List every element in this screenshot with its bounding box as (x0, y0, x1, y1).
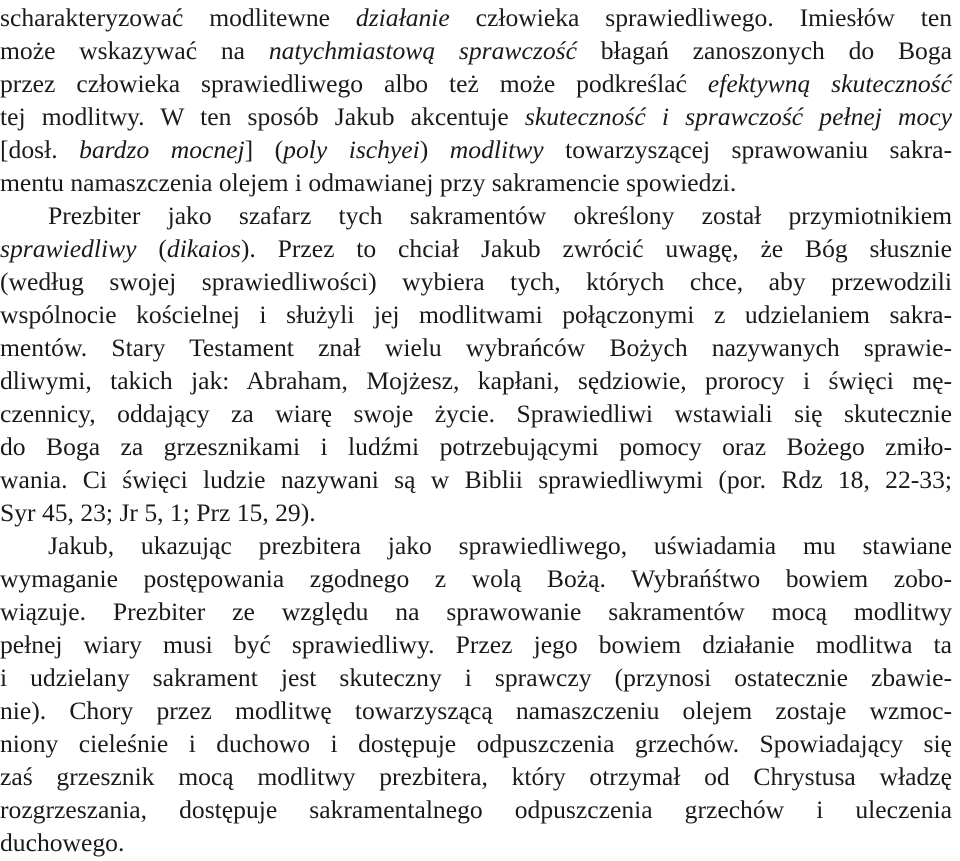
text-line (48, 531, 952, 561)
text-run: pełnej wiary musi być sprawiedliwy. Przez jego bowiem działanie modlitwa ta (0, 630, 952, 659)
text-line (0, 696, 952, 726)
text-line (0, 564, 952, 594)
text-run: dliwymi, takich jak: Abraham, Mojżesz, kapłani, sędziowie, prorocy i święci mę- (0, 366, 952, 395)
text-run: wspólnocie kościelnej i służyli jej modlitwami połączonymi z udzielaniem sakra- (0, 300, 952, 329)
text-line (0, 432, 952, 462)
text-line (0, 399, 952, 429)
text-line (0, 102, 952, 132)
text-run: [dosł. (0, 135, 80, 164)
text-run: towarzyszącej sprawowaniu sakra- (543, 135, 953, 164)
text-run-italic: natychmiastową sprawczość (268, 36, 577, 65)
text-run-italic: bardzo mocnej (79, 135, 245, 164)
text-run: scharakteryzować modlitewne (0, 3, 356, 32)
text-line (0, 366, 952, 396)
text-run: duchowego. (0, 828, 125, 857)
text-line (0, 168, 952, 198)
text-line (0, 597, 952, 627)
text-run: Jakub, ukazując prezbitera jako sprawiedliwego, uświadamia mu stawiane (48, 531, 952, 560)
text-line (0, 630, 952, 660)
text-line (0, 300, 952, 330)
text-run: ) (419, 135, 450, 164)
text-run: przez człowieka sprawiedliwego albo też może podkreślać (0, 69, 708, 98)
text-run: czennicy, oddający za wiarę swoje życie. Sprawiedliwi wstawiali się skutecznie (0, 399, 952, 428)
text-run: wymaganie postępowania zgodnego z wolą Bożą. Wybrańśtwo bowiem zobo- (0, 564, 952, 593)
text-run-italic: efektywną skuteczność (707, 69, 953, 98)
text-run: ). Przez to chciał Jakub zwrócić uwagę, że Bóg słusznie (240, 234, 952, 263)
text-line (0, 135, 952, 165)
text-run: (według swojej sprawiedliwości) wybiera tych, których chce, aby przewodzili (0, 267, 952, 296)
text-line (0, 234, 952, 264)
text-run: błagań zanoszonych do Boga (576, 36, 952, 65)
text-run-italic: skuteczność i sprawczość pełnej mocy (524, 102, 952, 131)
text-run: nie). Chory przez modlitwę towarzyszącą namaszczeniu olejem zostaje wzmoc- (0, 696, 952, 725)
text-run: człowieka sprawiedliwego. Imiesłów ten (449, 3, 953, 32)
text-run: wiązuje. Prezbiter ze względu na sprawowanie sakramentów mocą modlitwy (0, 597, 952, 626)
text-run-italic: poly ischyei (283, 135, 420, 164)
text-run: mentu namaszczenia olejem i odmawianej przy sakramencie spowiedzi. (0, 168, 737, 197)
text-line (0, 3, 952, 33)
text-line (0, 729, 952, 759)
text-line (0, 828, 952, 858)
text-line (0, 333, 952, 363)
text-run: ( (136, 234, 167, 263)
text-run: zaś grzesznik mocą modlitwy prezbitera, który otrzymał od Chrystusa władzę (0, 762, 952, 791)
text-run: może wskazywać na (0, 36, 269, 65)
text-run: mentów. Stary Testament znał wielu wybrańców Bożych nazywanych sprawie- (0, 333, 952, 362)
text-run-italic: modlitwy (449, 135, 544, 164)
text-run: Syr 45, 23; Jr 5, 1; Prz 15, 29). (0, 498, 316, 527)
text-run: ] ( (244, 135, 284, 164)
text-line (0, 465, 952, 495)
text-line (0, 69, 952, 99)
text-line (0, 795, 952, 825)
text-run: tej modlitwy. W ten sposób Jakub akcentuje (0, 102, 525, 131)
text-run-italic: sprawiedliwy (0, 234, 137, 263)
text-run: wania. Ci święci ludzie nazywani są w Biblii sprawiedliwymi (por. Rdz 18, 22-33; (0, 465, 952, 494)
text-run-italic: działanie (355, 3, 450, 32)
text-line (0, 762, 952, 792)
text-run: i udzielany sakrament jest skuteczny i sprawczy (przynosi ostatecznie zbawie- (0, 663, 952, 692)
text-line (0, 267, 952, 297)
text-run: rozgrzeszania, dostępuje sakramentalnego odpuszczenia grzechów i uleczenia (0, 795, 952, 824)
text-line (0, 663, 952, 693)
text-run-italic: dikaios (166, 234, 241, 263)
text-run: niony cieleśnie i duchowo i dostępuje odpuszczenia grzechów. Spowiadający się (0, 729, 952, 758)
text-line (48, 201, 952, 231)
text-line (0, 498, 952, 528)
text-run: Prezbiter jako szafarz tych sakramentów określony został przymiotnikiem (48, 201, 952, 230)
text-line (0, 36, 952, 66)
text-run: do Boga za grzesznikami i ludźmi potrzebującymi pomocy oraz Bożego zmiło- (0, 432, 952, 461)
